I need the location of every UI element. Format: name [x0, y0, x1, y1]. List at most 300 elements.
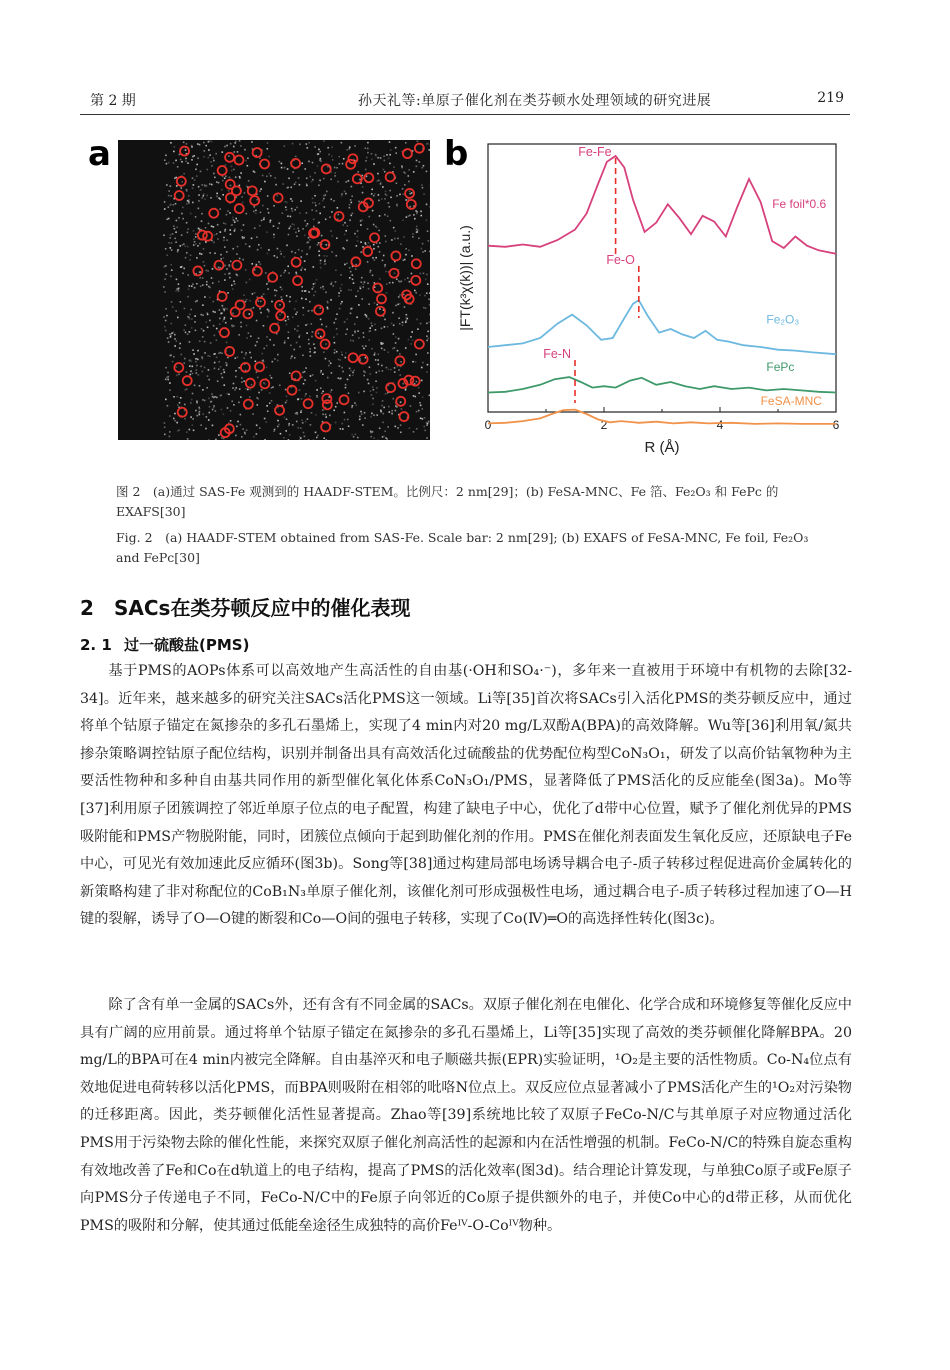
series-line [488, 377, 836, 392]
stem-speckle [269, 173, 271, 175]
stem-speckle [220, 254, 222, 256]
stem-speckle [197, 157, 199, 159]
stem-speckle [371, 348, 373, 350]
stem-speckle [259, 308, 261, 310]
stem-speckle [245, 160, 247, 162]
stem-speckle [371, 153, 373, 155]
stem-speckle [343, 158, 345, 160]
stem-speckle [277, 227, 279, 229]
exafs-chart [448, 138, 858, 468]
stem-speckle [214, 177, 216, 179]
page-number: 219 [817, 90, 844, 106]
stem-speckle [170, 336, 172, 338]
stem-speckle [178, 288, 180, 290]
stem-speckle [217, 224, 219, 226]
stem-speckle [284, 340, 286, 342]
stem-speckle [353, 436, 355, 438]
stem-speckle [177, 249, 179, 251]
stem-speckle [166, 254, 168, 256]
stem-speckle [274, 289, 276, 291]
stem-speckle [418, 410, 420, 412]
stem-speckle [362, 286, 364, 288]
stem-speckle [164, 266, 166, 268]
stem-speckle [301, 398, 303, 400]
stem-speckle [401, 167, 403, 169]
stem-speckle [193, 184, 195, 186]
stem-speckle [202, 371, 204, 373]
stem-speckle [305, 290, 307, 292]
stem-speckle [367, 282, 369, 284]
stem-speckle [311, 336, 313, 338]
stem-speckle [218, 368, 220, 370]
stem-speckle [397, 304, 399, 306]
stem-speckle [267, 195, 269, 197]
stem-speckle [345, 181, 347, 183]
stem-speckle [208, 141, 210, 143]
stem-speckle [262, 205, 264, 207]
stem-speckle [174, 334, 176, 336]
stem-speckle [368, 288, 370, 290]
stem-speckle [388, 369, 390, 371]
stem-speckle [375, 154, 377, 156]
stem-speckle [222, 307, 224, 309]
stem-speckle [304, 234, 306, 236]
stem-speckle [307, 324, 309, 326]
stem-speckle [230, 261, 232, 263]
stem-speckle [186, 143, 188, 145]
stem-speckle [169, 237, 171, 239]
stem-speckle [402, 324, 404, 326]
stem-speckle [337, 181, 339, 183]
stem-speckle [181, 234, 183, 236]
stem-speckle [331, 251, 333, 253]
stem-speckle [337, 214, 339, 216]
stem-speckle [198, 200, 200, 202]
stem-speckle [247, 389, 249, 391]
stem-speckle [386, 194, 388, 196]
stem-speckle [352, 340, 354, 342]
stem-speckle [249, 352, 251, 354]
stem-speckle [256, 236, 258, 238]
stem-speckle [295, 181, 297, 183]
stem-speckle [266, 231, 268, 233]
stem-speckle [331, 146, 333, 148]
stem-speckle [402, 322, 404, 324]
stem-speckle [377, 157, 379, 159]
stem-speckle [328, 154, 330, 156]
stem-speckle [350, 199, 352, 201]
stem-speckle [346, 240, 348, 242]
stem-speckle [357, 171, 359, 173]
stem-speckle [208, 157, 210, 159]
stem-speckle [340, 428, 342, 430]
stem-speckle [313, 266, 315, 268]
stem-speckle [320, 336, 322, 338]
stem-speckle [350, 308, 352, 310]
stem-speckle [382, 422, 384, 424]
stem-speckle [218, 197, 220, 199]
stem-speckle [280, 286, 282, 288]
stem-speckle [308, 343, 310, 345]
stem-speckle [292, 424, 294, 426]
stem-speckle [231, 170, 233, 172]
stem-speckle [245, 354, 247, 356]
stem-speckle [276, 290, 278, 292]
stem-speckle [244, 432, 246, 434]
stem-speckle [211, 165, 213, 167]
stem-speckle [351, 186, 353, 188]
stem-speckle [245, 301, 247, 303]
stem-speckle [186, 252, 188, 254]
stem-speckle [381, 198, 383, 200]
stem-speckle [228, 264, 230, 266]
stem-speckle [418, 237, 420, 239]
stem-speckle [371, 189, 373, 191]
stem-speckle [413, 395, 415, 397]
stem-speckle [406, 318, 408, 320]
stem-speckle [211, 401, 213, 403]
stem-speckle [339, 287, 341, 289]
stem-speckle [167, 379, 169, 381]
stem-speckle [267, 208, 269, 210]
stem-speckle [256, 433, 258, 435]
stem-speckle [314, 172, 316, 174]
stem-speckle [202, 413, 204, 415]
stem-speckle [312, 179, 314, 181]
stem-speckle [245, 352, 247, 354]
stem-speckle [195, 216, 197, 218]
stem-speckle [416, 211, 418, 213]
stem-speckle [243, 224, 245, 226]
stem-speckle [402, 193, 404, 195]
stem-speckle [381, 365, 383, 367]
stem-speckle [167, 337, 169, 339]
stem-speckle [267, 410, 269, 412]
stem-speckle [295, 313, 297, 315]
stem-speckle [387, 426, 389, 428]
stem-speckle [365, 169, 367, 171]
stem-speckle [255, 210, 257, 212]
series-label: FePc [766, 359, 795, 374]
stem-speckle [191, 159, 193, 161]
stem-speckle [354, 145, 356, 147]
stem-speckle [391, 410, 393, 412]
y-axis-label: |FT(k³χ(k))| (a.u.) [457, 225, 473, 331]
stem-speckle [189, 318, 191, 320]
stem-speckle [187, 274, 189, 276]
stem-speckle [381, 328, 383, 330]
stem-speckle [416, 226, 418, 228]
stem-speckle [198, 407, 200, 409]
stem-speckle [192, 373, 194, 375]
stem-speckle [373, 244, 375, 246]
stem-speckle [244, 192, 246, 194]
stem-speckle [203, 150, 205, 152]
stem-speckle [304, 269, 306, 271]
stem-speckle [339, 378, 341, 380]
stem-speckle [312, 198, 314, 200]
stem-speckle [205, 321, 207, 323]
stem-speckle [262, 353, 264, 355]
stem-speckle [419, 294, 421, 296]
stem-speckle [312, 162, 314, 164]
stem-speckle [222, 194, 224, 196]
stem-speckle [208, 419, 210, 421]
stem-speckle [341, 193, 343, 195]
stem-speckle [234, 228, 236, 230]
stem-speckle [281, 296, 283, 298]
stem-speckle [216, 357, 218, 359]
stem-speckle [393, 166, 395, 168]
stem-speckle [258, 244, 260, 246]
stem-speckle [266, 367, 268, 369]
stem-speckle [394, 347, 396, 349]
stem-speckle [274, 358, 276, 360]
stem-speckle [309, 246, 311, 248]
stem-speckle [283, 272, 285, 274]
stem-speckle [388, 202, 390, 204]
stem-speckle [346, 149, 348, 151]
stem-speckle [363, 391, 365, 393]
stem-speckle [344, 222, 346, 224]
section-heading [80, 592, 410, 621]
stem-speckle [429, 251, 430, 253]
stem-speckle [215, 439, 217, 440]
stem-speckle [384, 198, 386, 200]
stem-speckle [266, 148, 268, 150]
stem-speckle [291, 356, 293, 358]
stem-speckle [346, 329, 348, 331]
stem-speckle [201, 220, 203, 222]
stem-speckle [278, 424, 280, 426]
stem-speckle [422, 167, 424, 169]
stem-speckle [339, 308, 341, 310]
stem-speckle [245, 213, 247, 215]
stem-speckle [306, 185, 308, 187]
stem-speckle [263, 382, 265, 384]
stem-speckle [209, 355, 211, 357]
stem-speckle [290, 198, 292, 200]
stem-speckle [338, 156, 340, 158]
stem-speckle [369, 373, 371, 375]
stem-speckle [353, 282, 355, 284]
stem-speckle [398, 338, 400, 340]
stem-speckle [183, 173, 185, 175]
stem-speckle [408, 339, 410, 341]
stem-speckle [211, 277, 213, 279]
stem-speckle [206, 281, 208, 283]
stem-speckle [424, 417, 426, 419]
stem-speckle [297, 413, 299, 415]
stem-speckle [212, 396, 214, 398]
stem-speckle [316, 437, 318, 439]
stem-speckle [190, 254, 192, 256]
stem-speckle [289, 434, 291, 436]
stem-speckle [243, 380, 245, 382]
stem-speckle [288, 423, 290, 425]
stem-speckle [405, 321, 407, 323]
issue-label: 第 2 期 [90, 93, 136, 109]
stem-speckle [344, 412, 346, 414]
stem-speckle [336, 237, 338, 239]
stem-speckle [185, 149, 187, 151]
stem-speckle [303, 314, 305, 316]
stem-speckle [205, 428, 207, 430]
stem-speckle [229, 177, 231, 179]
stem-speckle [195, 410, 197, 412]
stem-speckle [286, 295, 288, 297]
stem-speckle [230, 410, 232, 412]
stem-speckle [171, 301, 173, 303]
stem-speckle [248, 332, 250, 334]
stem-speckle [294, 328, 296, 330]
stem-speckle [421, 248, 423, 250]
stem-speckle [376, 387, 378, 389]
stem-speckle [214, 335, 216, 337]
subsection-number: 2. 1 [80, 636, 112, 654]
stem-speckle [263, 348, 265, 350]
stem-speckle [219, 231, 221, 233]
stem-speckle [187, 316, 189, 318]
stem-speckle [168, 206, 170, 208]
stem-speckle [314, 202, 316, 204]
stem-speckle [341, 351, 343, 353]
stem-speckle [218, 182, 220, 184]
stem-speckle [418, 392, 420, 394]
stem-speckle [288, 331, 290, 333]
stem-speckle [241, 381, 243, 383]
stem-speckle [187, 232, 189, 234]
stem-speckle [213, 407, 215, 409]
stem-speckle [204, 296, 206, 298]
stem-speckle [382, 186, 384, 188]
stem-speckle [324, 259, 326, 261]
stem-speckle [407, 277, 409, 279]
stem-speckle [184, 418, 186, 420]
stem-speckle [300, 410, 302, 412]
stem-speckle [251, 141, 253, 143]
stem-speckle [250, 335, 252, 337]
stem-speckle [187, 438, 189, 440]
stem-speckle [357, 437, 359, 439]
stem-speckle [194, 241, 196, 243]
stem-speckle [321, 324, 323, 326]
stem-speckle [383, 435, 385, 437]
stem-speckle [281, 163, 283, 165]
stem-speckle [243, 294, 245, 296]
stem-speckle [248, 180, 250, 182]
stem-speckle [199, 414, 201, 416]
stem-speckle [323, 206, 325, 208]
stem-speckle [240, 172, 242, 174]
stem-speckle [367, 152, 369, 154]
stem-speckle [352, 405, 354, 407]
stem-speckle [319, 213, 321, 215]
stem-speckle [294, 209, 296, 211]
stem-speckle [180, 397, 182, 399]
stem-speckle [412, 233, 414, 235]
stem-speckle [277, 322, 279, 324]
stem-speckle [387, 215, 389, 217]
stem-speckle [318, 250, 320, 252]
stem-speckle [198, 186, 200, 188]
stem-speckle [205, 145, 207, 147]
stem-speckle [325, 263, 327, 265]
stem-speckle [186, 190, 188, 192]
stem-speckle [394, 367, 396, 369]
stem-speckle [246, 299, 248, 301]
stem-speckle [331, 155, 333, 157]
stem-speckle [224, 273, 226, 275]
stem-speckle [352, 372, 354, 374]
stem-speckle [365, 160, 367, 162]
stem-speckle [182, 244, 184, 246]
stem-speckle [296, 235, 298, 237]
stem-speckle [342, 371, 344, 373]
stem-speckle [194, 287, 196, 289]
stem-speckle [361, 281, 363, 283]
stem-speckle [264, 181, 266, 183]
stem-speckle [208, 286, 210, 288]
stem-speckle [336, 167, 338, 169]
stem-speckle [299, 389, 301, 391]
stem-speckle [409, 215, 411, 217]
stem-speckle [164, 422, 166, 424]
stem-speckle [305, 298, 307, 300]
stem-speckle [218, 281, 220, 283]
stem-speckle [348, 392, 350, 394]
stem-speckle [231, 224, 233, 226]
stem-speckle [226, 251, 228, 253]
stem-speckle [299, 212, 301, 214]
stem-speckle [306, 212, 308, 214]
figure-caption-en-line2: and FePc[30] [116, 550, 200, 565]
stem-speckle [286, 245, 288, 247]
stem-speckle [416, 411, 418, 413]
stem-speckle [284, 270, 286, 272]
stem-speckle [383, 255, 385, 257]
stem-speckle [163, 316, 165, 318]
stem-speckle [215, 410, 217, 412]
stem-speckle [178, 283, 180, 285]
stem-speckle [190, 402, 192, 404]
stem-speckle [357, 240, 359, 242]
stem-speckle [373, 437, 375, 439]
stem-speckle [246, 185, 248, 187]
stem-speckle [426, 335, 428, 337]
stem-speckle [306, 177, 308, 179]
stem-speckle [175, 290, 177, 292]
series-label: Fe foil*0.6 [772, 197, 827, 211]
stem-speckle [249, 279, 251, 281]
stem-speckle [381, 343, 383, 345]
stem-speckle [219, 318, 221, 320]
stem-speckle [166, 218, 168, 220]
stem-speckle [168, 218, 170, 220]
stem-speckle [308, 291, 310, 293]
stem-speckle [304, 395, 306, 397]
stem-speckle [320, 387, 322, 389]
stem-speckle [218, 353, 220, 355]
stem-speckle [409, 190, 411, 192]
stem-speckle [233, 281, 235, 283]
stem-speckle [263, 219, 265, 221]
stem-speckle [169, 436, 171, 438]
stem-speckle [294, 183, 296, 185]
stem-speckle [414, 396, 416, 398]
stem-speckle [386, 283, 388, 285]
stem-speckle [426, 424, 428, 426]
